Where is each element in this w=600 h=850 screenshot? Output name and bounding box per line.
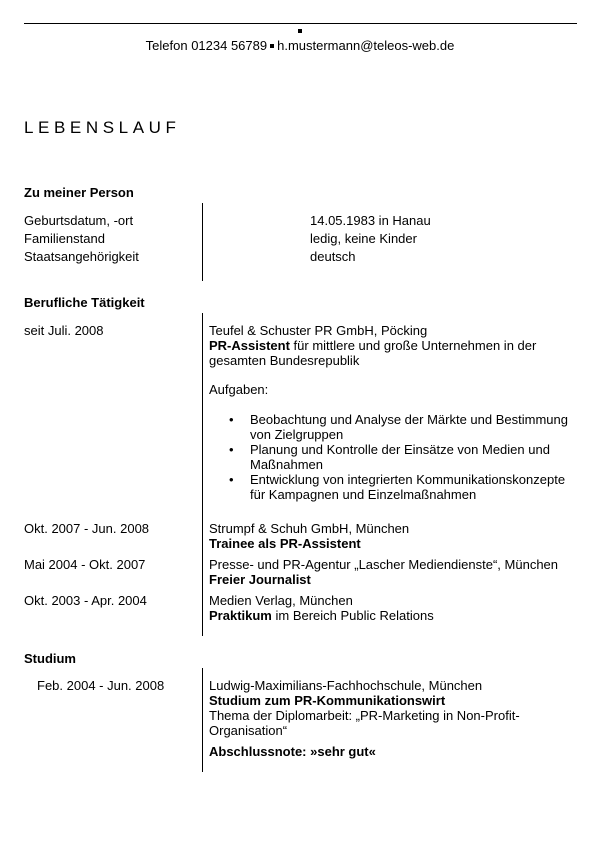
task-1-line2: von Zielgruppen xyxy=(250,427,344,442)
work-divider xyxy=(202,313,203,636)
work-date-4: Okt. 2003 - Apr. 2004 xyxy=(24,593,147,608)
bullet-icon: • xyxy=(229,442,234,457)
study-divider xyxy=(202,668,203,772)
work-date-3: Mai 2004 - Okt. 2007 xyxy=(24,557,146,572)
work-entry-2 xyxy=(209,521,579,551)
work-role-1 xyxy=(209,338,579,353)
label-birth: Geburtsdatum, -ort xyxy=(24,213,134,228)
task-2-line2: Maßnahmen xyxy=(250,457,323,472)
study-grade: Abschlussnote: »sehr gut« xyxy=(209,744,376,759)
work-entry-3 xyxy=(209,557,579,587)
work-entry-4 xyxy=(209,593,579,623)
value-nationality: deutsch xyxy=(310,249,356,264)
work-role-title-2: Trainee als PR-Assistent xyxy=(209,536,361,551)
header-rule xyxy=(24,23,577,24)
tasks-list xyxy=(209,412,579,502)
label-marital: Familienstand xyxy=(24,231,105,246)
section-heading-work: Berufliche Tätigkeit xyxy=(24,295,145,310)
section-heading-personal: Zu meiner Person xyxy=(24,185,134,200)
contact-phone: Telefon 01234 56789 xyxy=(145,38,268,53)
contact-line xyxy=(0,38,600,53)
study-school: Ludwig-Maximilians-Fachhochschule, München xyxy=(209,678,483,693)
list-item xyxy=(209,472,579,502)
contact-email[interactable]: h.mustermann@teleos-web.de xyxy=(277,38,455,53)
task-3-line1: Entwicklung von integrierten Kommunikationskonzepte xyxy=(250,472,566,487)
work-company-4: Medien Verlag, München xyxy=(209,593,353,608)
personal-divider xyxy=(202,203,203,281)
work-role-desc-1-line2: gesamten Bundesrepublik xyxy=(209,353,360,368)
study-entry xyxy=(209,678,579,759)
study-thesis-line1: Thema der Diplomarbeit: „PR-Marketing in Non-Profit- xyxy=(209,708,520,723)
bullet-icon: • xyxy=(229,472,234,487)
task-2-line1: Planung und Kontrolle der Einsätze von Medien und xyxy=(250,442,550,457)
value-marital: ledig, keine Kinder xyxy=(310,231,417,246)
work-role-desc-1: für mittlere und große Unternehmen in der xyxy=(289,338,537,353)
work-role-title-4: Praktikum xyxy=(209,608,272,623)
list-item xyxy=(209,412,579,442)
list-item xyxy=(209,442,579,472)
header-square-mark xyxy=(298,29,302,33)
work-entry-1 xyxy=(209,323,579,502)
work-role-desc-4: im Bereich Public Relations xyxy=(271,608,434,623)
work-date-1: seit Juli. 2008 xyxy=(24,323,104,338)
study-thesis-line2: Organisation“ xyxy=(209,723,288,738)
work-date-2: Okt. 2007 - Jun. 2008 xyxy=(24,521,150,536)
value-birth: 14.05.1983 in Hanau xyxy=(310,213,431,228)
page-title: LEBENSLAUF xyxy=(24,118,181,137)
work-company-2: Strumpf & Schuh GmbH, München xyxy=(209,521,410,536)
work-company-3: Presse- und PR-Agentur „Lascher Mediendienste“, München xyxy=(209,557,559,572)
work-role-title-3: Freier Journalist xyxy=(209,572,311,587)
bullet-icon: • xyxy=(229,412,234,427)
task-3-line2: für Kampagnen und Einzelmaßnahmen xyxy=(250,487,477,502)
study-degree: Studium zum PR-Kommunikationswirt xyxy=(209,693,446,708)
work-role-title-1: PR-Assistent xyxy=(209,338,290,353)
section-heading-study: Studium xyxy=(24,651,76,666)
separator-square-icon xyxy=(270,44,274,48)
task-1-line1: Beobachtung und Analyse der Märkte und Bestimmung xyxy=(250,412,568,427)
label-nationality: Staatsangehörigkeit xyxy=(24,249,139,264)
work-company-1: Teufel & Schuster PR GmbH, Pöcking xyxy=(209,323,428,338)
study-date: Feb. 2004 - Jun. 2008 xyxy=(37,678,165,693)
work-role-4 xyxy=(209,608,579,623)
tasks-label: Aufgaben: xyxy=(209,382,269,397)
